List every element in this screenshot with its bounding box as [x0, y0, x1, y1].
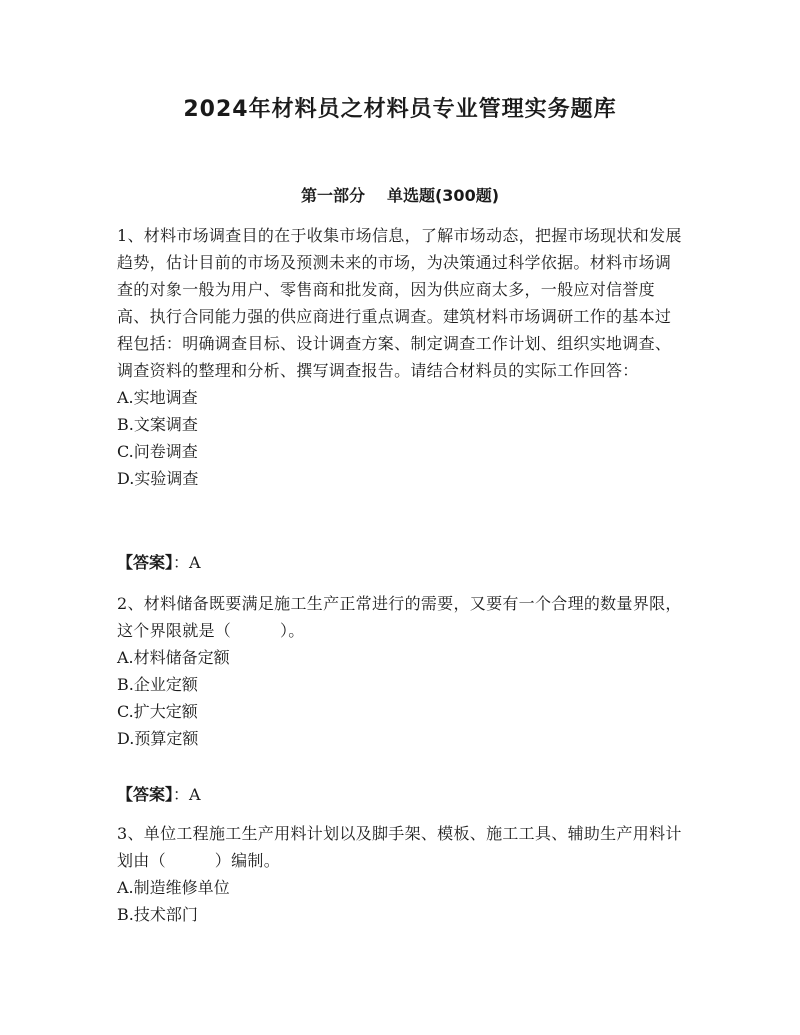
question-text: 3、单位工程施工生产用料计划以及脚手架、模板、施工工具、辅助生产用料计划由（ ）编制。 [117, 824, 682, 870]
question-1 [117, 222, 687, 492]
section-heading [0, 183, 800, 206]
option-d: D.实验调查 [117, 469, 199, 488]
answer-value: ：A [173, 785, 201, 804]
option-b: B.企业定额 [117, 675, 198, 694]
question-text: 1、材料市场调查目的在于收集市场信息，了解市场动态，把握市场现状和发展趋势，估计目前的市场及预测未来的市场，为决策通过科学依据。材料市场调查的对象一般为用户、零售商和批发商，因为供应商太多，一般应对信誉度高、执行合同能力强的供应商进行重点调查。建筑材料市场调研工作的基本过程包括：明确调查目标、设计调查方案、制定调查工作计划、组织实地调查、调查资料的整理和分析、撰写调查报告。请结合材料员的实际工作回答： [117, 226, 682, 380]
answer-label: 【答案】 [117, 785, 174, 804]
section-part: 第一部分 [300, 186, 365, 205]
option-b: B.技术部门 [117, 905, 198, 924]
answer-2 [117, 781, 201, 808]
question-3 [117, 820, 687, 928]
answer-label: 【答案】 [117, 553, 174, 572]
question-2 [117, 590, 687, 752]
option-b: B.文案调查 [117, 415, 198, 434]
section-name: 单选题(300题) [386, 186, 500, 205]
answer-value: ：A [173, 553, 201, 572]
answer-1 [117, 549, 201, 576]
document-title: 2024年材料员之材料员专业管理实务题库 [183, 97, 617, 122]
option-d: D.预算定额 [117, 729, 199, 748]
question-text: 2、材料储备既要满足施工生产正常进行的需要，又要有一个合理的数量界限，这个界限就是（ ）。 [117, 594, 682, 640]
option-a: A.材料储备定额 [117, 648, 230, 667]
option-c: C.问卷调查 [117, 442, 198, 461]
option-c: C.扩大定额 [117, 702, 198, 721]
option-a: A.制造维修单位 [117, 878, 230, 897]
option-a: A.实地调查 [117, 388, 198, 407]
